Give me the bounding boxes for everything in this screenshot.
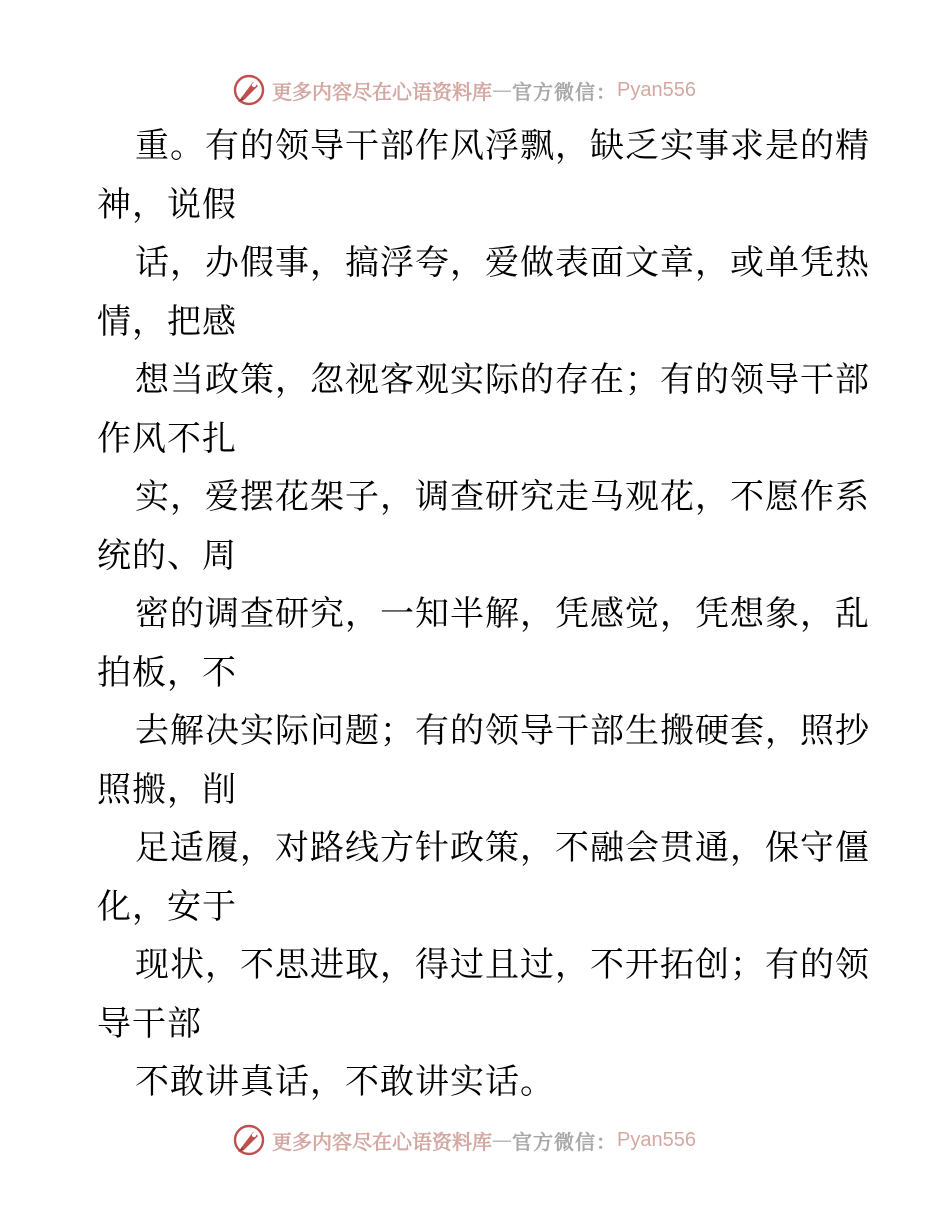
body-line: 去解决实际问题；有的领导干部生搬硬套，照抄 [135,711,870,751]
body-line: 实，爱摆花架子，调查研究走马观花，不愿作系 [135,477,870,517]
body-line: 情，把感 [97,301,237,342]
banner-dash: — [492,78,512,102]
pen-nib-logo-icon [232,73,266,107]
header-banner [232,72,696,108]
body-line: 足适履，对路线方针政策，不融会贯通，保守僵 [135,828,870,868]
body-line: 话，办假事，搞浮夸，爱做表面文章，或单凭热 [135,243,870,283]
body-line: 化，安于 [97,886,237,927]
banner-wechat-id: Pyan556 [617,78,696,101]
body-line: 神，说假 [97,184,237,225]
body-line: 重。有的领导干部作风浮飘，缺乏实事求是的精 [135,126,870,166]
banner-brand-text: 更多内容尽在心语资料库 [272,1129,492,1154]
body-line: 统的、周 [97,535,237,576]
body-line: 不敢讲真话，不敢讲实话。 [135,1062,555,1102]
body-line: 拍板，不 [97,652,237,693]
banner-wechat-label: 官方微信： [512,79,617,104]
body-line: 导干部 [97,1003,202,1044]
body-line: 作风不扎 [97,418,237,459]
body-line: 现状，不思进取，得过且过，不开拓创；有的领 [135,945,870,985]
banner-dash: — [492,1128,512,1152]
document-body [97,117,870,1112]
banner-brand-text: 更多内容尽在心语资料库 [272,79,492,104]
body-line: 密的调查研究，一知半解，凭感觉，凭想象，乱 [135,594,870,634]
banner-wechat-label: 官方微信： [512,1129,617,1154]
footer-banner [232,1122,696,1158]
pen-nib-logo-icon [232,1123,266,1157]
body-line: 照搬，削 [97,769,237,810]
body-line: 想当政策，忽视客观实际的存在；有的领导干部 [135,360,870,400]
banner-wechat-id: Pyan556 [617,1128,696,1151]
